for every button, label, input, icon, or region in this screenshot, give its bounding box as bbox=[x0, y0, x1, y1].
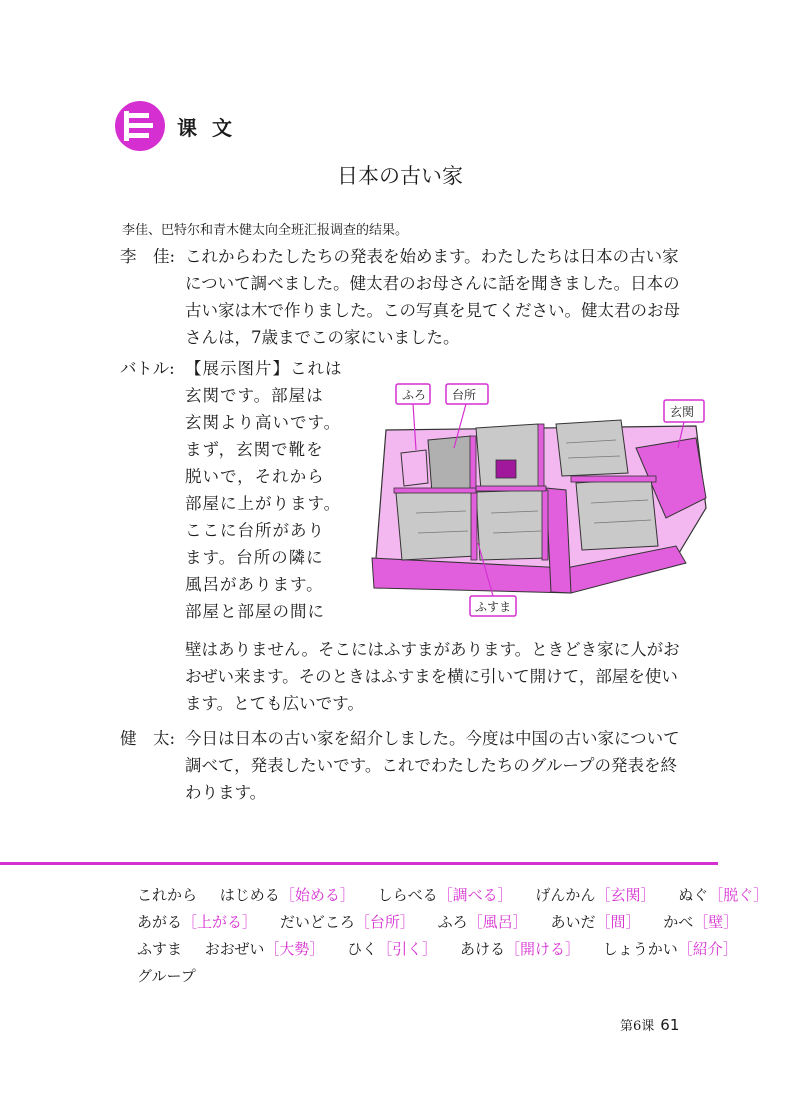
intro-text: 李佳、巴特尔和青木健太向全班汇报调查的结果。 bbox=[122, 223, 409, 238]
section-header bbox=[115, 98, 236, 154]
vocab-item: おおぜい［大勢］ bbox=[204, 940, 325, 958]
label-daidokoro: 台所 bbox=[452, 388, 477, 402]
dialog-kenta bbox=[185, 725, 680, 806]
text-section-icon bbox=[115, 101, 165, 151]
lesson-title: 日本の古い家 bbox=[337, 164, 463, 188]
vocab-row bbox=[137, 885, 786, 905]
dialog-line: わります。 bbox=[185, 783, 267, 802]
dialog-line: について調べました。健太君のお母さんに話を聞きました。日本の bbox=[185, 274, 680, 293]
vocab-item: あいだ［間］ bbox=[550, 913, 641, 931]
dialog-batoru-narrow bbox=[185, 355, 343, 625]
vocab-item: グループ bbox=[137, 967, 196, 985]
dialog-line: 今日は日本の古い家を紹介しました。今度は中国の古い家について bbox=[185, 729, 680, 748]
dialog-line: おぜい来ます。そのときはふすまを横に引いて開けて，部屋を使い bbox=[185, 667, 678, 686]
label-genkan: 玄関 bbox=[670, 405, 695, 419]
dialog-line: 風呂があります。 bbox=[185, 575, 324, 594]
label-fusuma: ふすま bbox=[475, 600, 512, 614]
house-floorplan-illustration bbox=[366, 378, 722, 618]
dialog-line: ます。台所の隣に bbox=[185, 548, 324, 567]
dialog-batoru-wide bbox=[185, 636, 680, 717]
dialog-line: 部屋と部屋の間に bbox=[185, 602, 325, 621]
vocab-item: はじめる［始める］ bbox=[219, 886, 355, 904]
vocab-item: しらべる［調べる］ bbox=[377, 886, 513, 904]
dialog-line: まず，玄関で靴を bbox=[185, 440, 324, 459]
lesson-number: 第6课 bbox=[620, 1019, 655, 1034]
vocab-item: ふすま bbox=[137, 940, 183, 958]
speaker-kenta: 健 太: bbox=[120, 729, 176, 748]
vocab-item: これから bbox=[137, 886, 198, 904]
vocab-item: あがる［上がる］ bbox=[137, 913, 258, 931]
dialog-line: これからわたしたちの発表を始めます。わたしたちは日本の古い家 bbox=[185, 247, 679, 266]
dialog-line: 【展示图片】これは bbox=[185, 359, 343, 378]
dialog-line: 古い家は木で作りました。この写真を見てください。健太君のお母 bbox=[185, 301, 680, 320]
section-title: 课 文 bbox=[177, 115, 236, 140]
vocab-row bbox=[137, 966, 214, 986]
vocab-item: ふろ［風呂］ bbox=[437, 913, 528, 931]
dialog-line: さんは，7歳までこの家にいました。 bbox=[185, 328, 460, 347]
vocab-row bbox=[137, 939, 756, 959]
page-footer bbox=[620, 1015, 679, 1034]
vocab-item: だいどころ［台所］ bbox=[279, 913, 415, 931]
vocab-item: あける［開ける］ bbox=[459, 940, 580, 958]
dialog-line: 玄関です。部屋は bbox=[185, 386, 324, 405]
dialog-line: 調べて，発表したいです。これでわたしたちのグループの発表を終 bbox=[185, 756, 678, 775]
dialog-line: ここに台所があり bbox=[185, 521, 325, 540]
label-furo: ふろ bbox=[402, 388, 427, 402]
dialog-line: 部屋に上がります。 bbox=[185, 494, 342, 513]
vocab-item: ぬぐ［脱ぐ］ bbox=[678, 886, 769, 904]
dialog-li-jia bbox=[185, 243, 680, 351]
speaker-li-jia: 李 佳: bbox=[120, 247, 176, 266]
dialog-line: ます。とても広いです。 bbox=[185, 694, 364, 713]
page-number: 61 bbox=[660, 1016, 680, 1034]
vocab-item: げんかん［玄関］ bbox=[535, 886, 656, 904]
dialog-line: 壁はありません。そこにはふすまがあります。ときどき家に人がお bbox=[185, 640, 680, 659]
vocab-item: かべ［壁］ bbox=[663, 913, 739, 931]
dialog-line: 脱いで，それから bbox=[185, 467, 325, 486]
vocab-divider bbox=[0, 862, 718, 865]
vocab-item: しょうかい［紹介］ bbox=[602, 940, 738, 958]
vocab-row bbox=[137, 912, 756, 932]
vocab-item: ひく［引く］ bbox=[347, 940, 438, 958]
speaker-batoru: バトル: bbox=[120, 359, 175, 378]
dialog-line: 玄関より高いです。 bbox=[185, 413, 342, 432]
